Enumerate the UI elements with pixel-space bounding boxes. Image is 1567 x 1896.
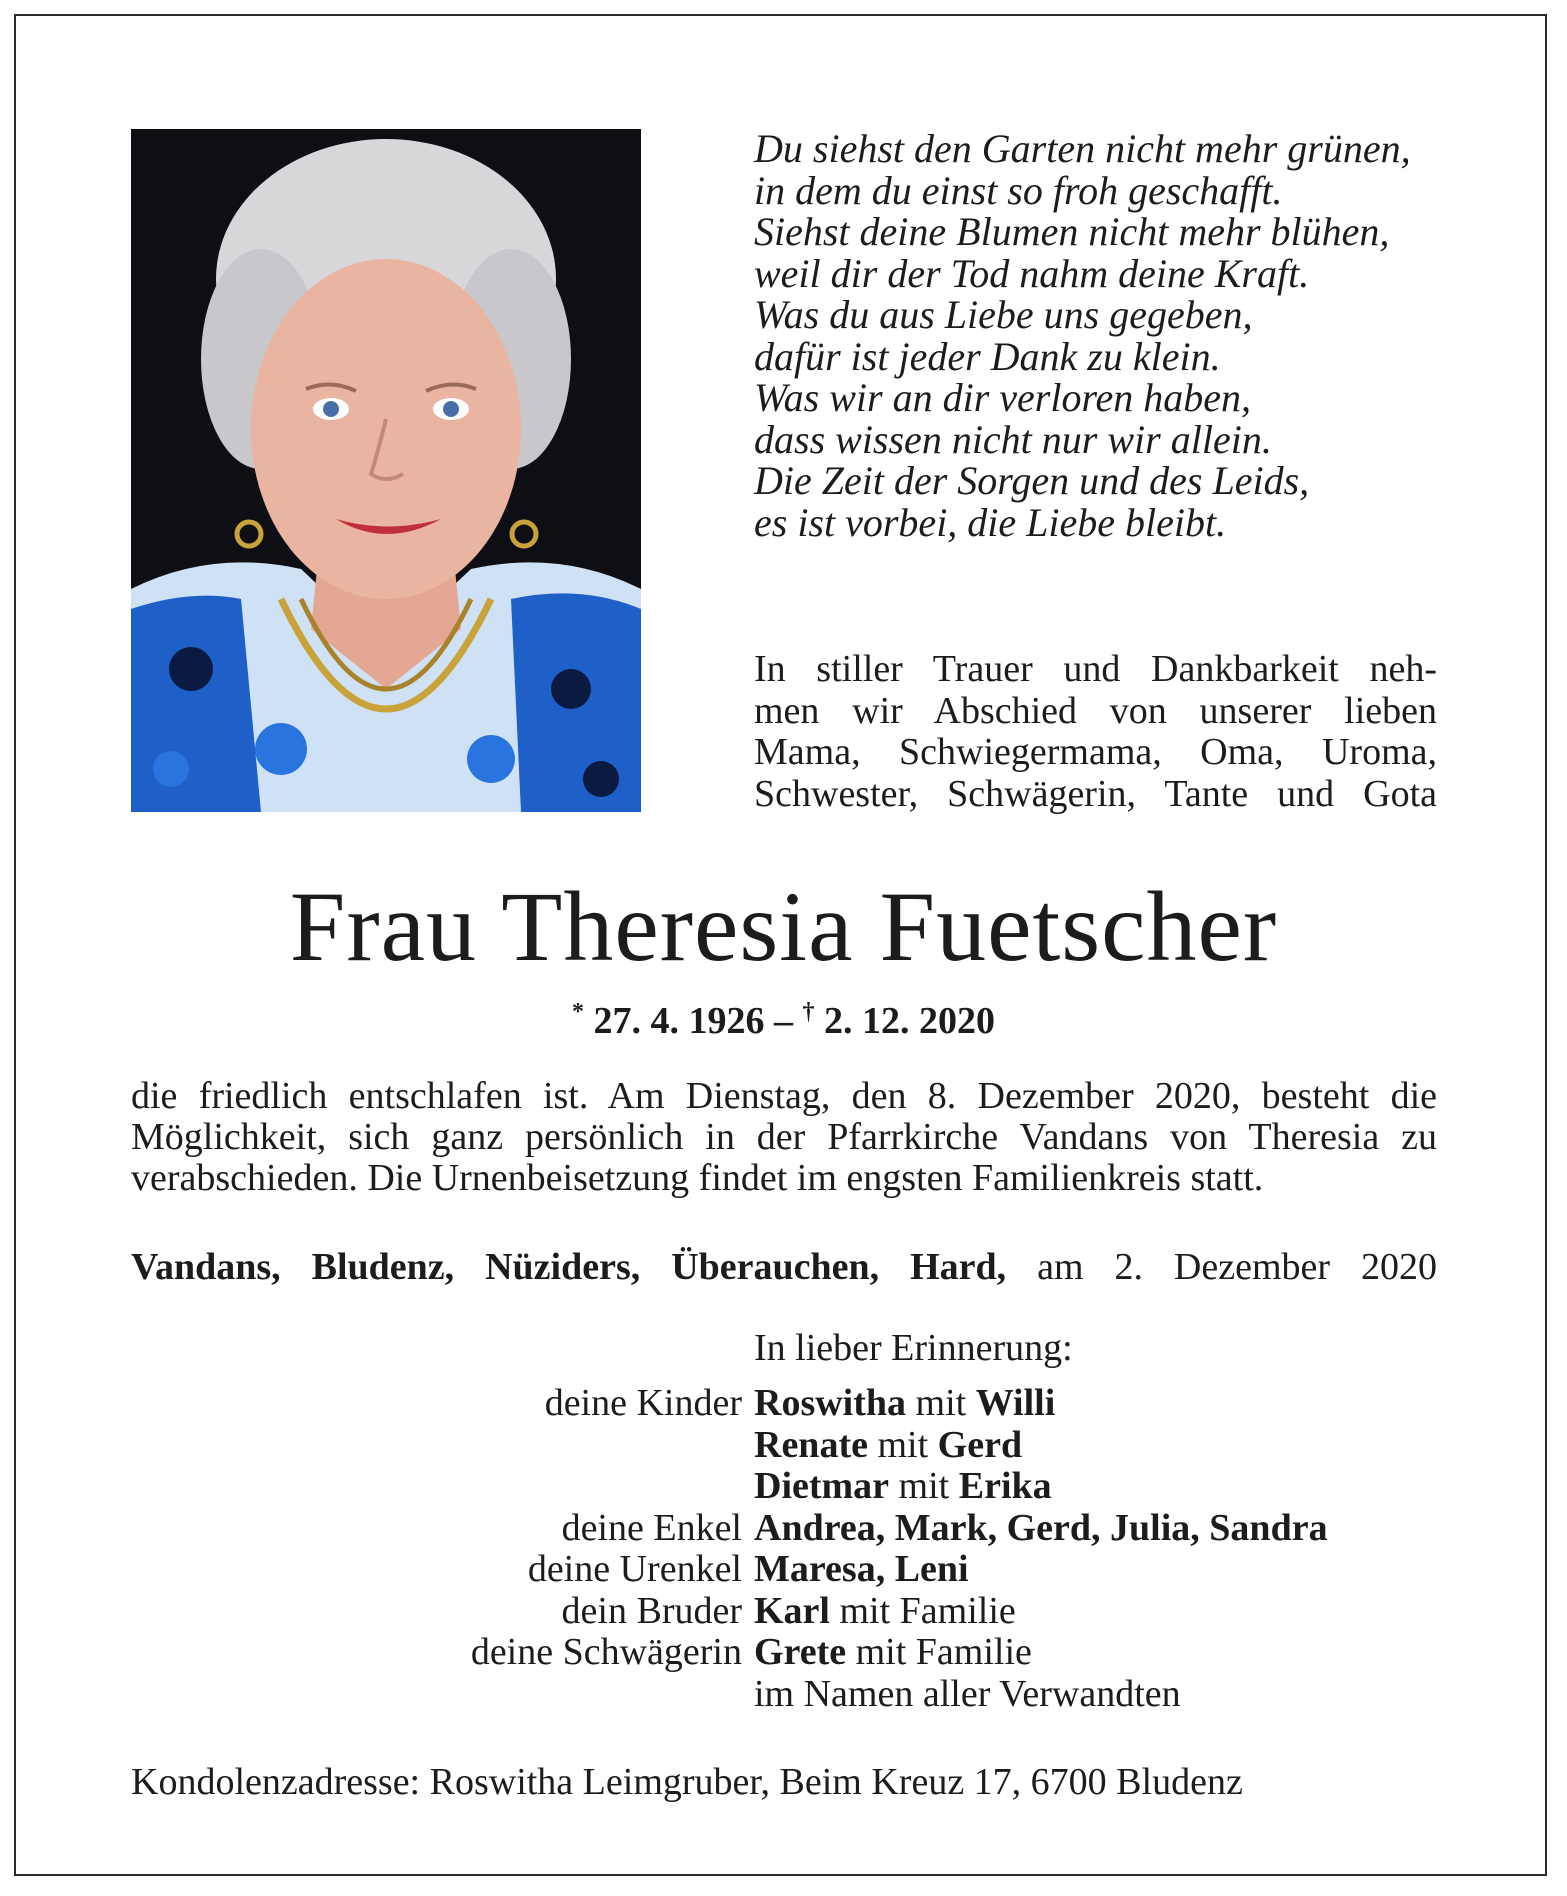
- body-line: verabschieden. Die Urnenbeisetzung findet im engsten Familienkreis statt.: [131, 1157, 1264, 1199]
- family-row: [300, 1591, 1500, 1633]
- poem-line: Was wir an dir verloren haben,: [754, 375, 1252, 420]
- relation-label: deine Kinder: [544, 1382, 742, 1424]
- relation-label: deine Schwägerin: [470, 1631, 742, 1673]
- intro-line: men wir Abschied von unserer lieben: [754, 689, 1437, 732]
- family-row: [300, 1425, 1500, 1467]
- relation-label: [300, 1425, 754, 1467]
- family-row: [300, 1508, 1500, 1550]
- family-row: [300, 1466, 1500, 1508]
- family-row: [300, 1674, 1500, 1716]
- poem: [754, 128, 1474, 543]
- birth-symbol: *: [572, 999, 584, 1025]
- relation-label: deine Enkel: [561, 1506, 742, 1549]
- family-names: im Namen aller Verwandten: [754, 1672, 1181, 1715]
- family-names: Roswitha mit Willi: [754, 1382, 1056, 1424]
- intro-line: Mama, Schwiegermama, Oma, Uroma,: [754, 731, 1437, 773]
- death-symbol: †: [802, 999, 815, 1025]
- family-names: Dietmar mit Erika: [754, 1465, 1052, 1507]
- announcement-body: [131, 1076, 1437, 1199]
- relation-label: [300, 1674, 754, 1716]
- poem-line: Siehst deine Blumen nicht mehr blühen,: [754, 209, 1390, 254]
- relation-label: dein Bruder: [561, 1589, 742, 1632]
- family-row: [300, 1383, 1500, 1425]
- poem-line: dass wissen nicht nur wir allein.: [754, 416, 1272, 462]
- birth-date: 27. 4. 1926: [593, 1000, 765, 1042]
- body-line: Möglichkeit, sich ganz persönlich in der Pfarrkirche Vandans von Theresia zu: [131, 1116, 1437, 1158]
- place-and-date: [131, 1245, 1437, 1289]
- family-names: Andrea, Mark, Gerd, Julia, Sandra: [754, 1506, 1328, 1549]
- intro-text: [754, 649, 1437, 815]
- family-row: [300, 1549, 1500, 1591]
- intro-line: Schwester, Schwägerin, Tante und Gota: [754, 772, 1437, 815]
- intro-line: In stiller Trauer und Dankbarkeit neh-: [754, 648, 1437, 690]
- family-row: [300, 1632, 1500, 1674]
- announcement-date: am 2. Dezember 2020: [1037, 1246, 1437, 1288]
- family-list: [300, 1383, 1500, 1715]
- relation-label: deine Urenkel: [527, 1548, 742, 1590]
- poem-line: Die Zeit der Sorgen und des Leids,: [754, 458, 1310, 503]
- date-separator: –: [774, 1000, 793, 1042]
- body-line: die friedlich entschlafen ist. Am Dienstag, den 8. Dezember 2020, besteht die: [131, 1075, 1437, 1117]
- family-names: Karl mit Familie: [754, 1589, 1016, 1632]
- poem-line: es ist vorbei, die Liebe bleibt.: [754, 499, 1227, 545]
- poem-line: in dem du einst so froh geschafft.: [754, 167, 1283, 213]
- memory-heading: In lieber Erinnerung:: [754, 1327, 1073, 1369]
- family-names: Maresa, Leni: [754, 1548, 969, 1590]
- towns: Vandans, Bludenz, Nüziders, Überauchen, Hard,: [131, 1246, 1007, 1288]
- poem-line: weil dir der Tod nahm deine Kraft.: [754, 250, 1310, 296]
- family-names: Renate mit Gerd: [754, 1423, 1023, 1466]
- family-names: Grete mit Familie: [754, 1631, 1032, 1673]
- condolence-address: Kondolenzadresse: Roswitha Leimgruber, Beim Kreuz 17, 6700 Bludenz: [131, 1761, 1243, 1803]
- death-date: 2. 12. 2020: [824, 1000, 995, 1042]
- portrait-photo: [131, 129, 641, 812]
- poem-line: dafür ist jeder Dank zu klein.: [754, 333, 1221, 379]
- life-dates: [0, 990, 1567, 1043]
- deceased-name: Frau Theresia Fuetscher: [289, 871, 1278, 982]
- poem-line: Du siehst den Garten nicht mehr grünen,: [754, 126, 1411, 171]
- relation-label: [300, 1466, 754, 1508]
- poem-line: Was du aus Liebe uns gegeben,: [754, 292, 1253, 337]
